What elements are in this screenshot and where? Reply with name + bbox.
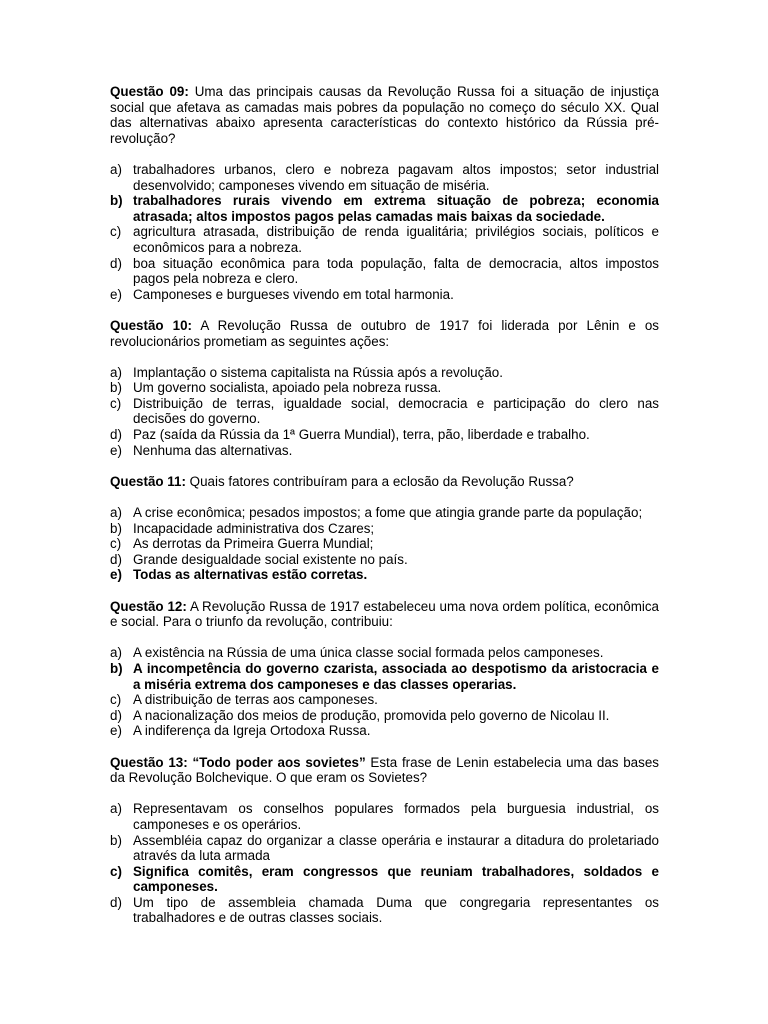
option-letter: b)	[110, 520, 122, 536]
option-letter: a)	[110, 801, 122, 817]
option-text: Representavam os conselhos populares formados pela burguesia industrial, os camponeses e os operários.	[133, 801, 659, 832]
option-letter: b)	[110, 660, 123, 676]
question-12	[110, 599, 659, 739]
question-text: A Revolução Russa de outubro de 1917 foi liderada por Lênin e os revolucionários prometiam as seguintes ações:	[110, 317, 659, 349]
exam-document	[110, 84, 659, 942]
question-11	[110, 474, 659, 583]
question-number: Questão 11:	[110, 473, 186, 489]
answer-option	[110, 536, 659, 552]
answer-option	[110, 833, 659, 864]
option-text: A crise econômica; pesados impostos; a fome que atingia grande parte da população;	[133, 505, 643, 521]
answer-option	[110, 552, 659, 568]
option-text: Paz (saída da Rússia da 1ª Guerra Mundial), terra, pão, liberdade e trabalho.	[133, 427, 590, 443]
answer-option	[110, 256, 659, 287]
option-text: Grande desigualdade social existente no país.	[133, 551, 408, 567]
option-letter: c)	[110, 395, 122, 411]
option-letter: e)	[110, 723, 122, 739]
answer-options	[110, 365, 659, 459]
question-9	[110, 84, 659, 302]
answer-option	[110, 692, 659, 708]
answer-options	[110, 801, 659, 926]
option-letter: a)	[110, 364, 122, 380]
question-number: Questão 09:	[110, 84, 189, 99]
question-quote: “Todo poder aos sovietes”	[192, 754, 366, 770]
answer-option	[110, 396, 659, 427]
answer-option	[110, 427, 659, 443]
answer-option	[110, 505, 659, 521]
option-text: boa situação econômica para toda população, falta de democracia, altos impostos pagos pela nobreza e clero.	[133, 255, 659, 287]
question-text: Esta frase de Lenin estabelecia uma das bases da Revolução Bolchevique. O que eram os Sovietes?	[110, 754, 659, 786]
option-letter: e)	[110, 442, 122, 458]
option-letter: a)	[110, 645, 122, 661]
answer-option	[110, 162, 659, 193]
option-text: trabalhadores urbanos, clero e nobreza pagavam altos impostos; setor industrial desenvolvido; camponeses vivendo em situação de miséria.	[133, 161, 659, 193]
option-letter: a)	[110, 161, 122, 177]
option-text: Todas as alternativas estão corretas.	[133, 567, 368, 583]
question-13	[110, 755, 659, 927]
question-statement	[110, 755, 659, 786]
option-text: A existência na Rússia de uma única classe social formada pelos camponeses.	[133, 645, 604, 661]
option-text: Distribuição de terras, igualdade social, democracia e participação do clero nas decisões do governo.	[133, 395, 659, 427]
question-10	[110, 318, 659, 458]
option-letter: b)	[110, 832, 122, 848]
question-statement	[110, 84, 659, 146]
option-text: Um tipo de assembleia chamada Duma que congregaria representantes os trabalhadores e de outras classes sociais.	[133, 894, 659, 926]
option-letter: d)	[110, 255, 122, 271]
question-number: Questão 10:	[110, 317, 192, 333]
option-letter: c)	[110, 692, 122, 708]
option-text: A nacionalização dos meios de produção, promovida pelo governo de Nicolau II.	[133, 707, 610, 723]
answer-options	[110, 162, 659, 302]
option-letter: d)	[110, 427, 122, 443]
option-text: Um governo socialista, apoiado pela nobreza russa.	[133, 380, 442, 396]
option-text: Nenhuma das alternativas.	[133, 442, 293, 458]
answer-option	[110, 895, 659, 926]
answer-option	[110, 521, 659, 537]
option-letter: c)	[110, 536, 122, 552]
answer-option	[110, 708, 659, 724]
option-letter: c)	[110, 863, 122, 879]
question-text: A Revolução Russa de 1917 estabeleceu uma nova ordem política, econômica e social. Para o triunfo da revolução, contribuiu:	[110, 598, 659, 630]
option-letter: e)	[110, 286, 122, 302]
answer-option	[110, 801, 659, 832]
option-text: Implantação o sistema capitalista na Rússia após a revolução.	[133, 364, 503, 380]
option-text: As derrotas da Primeira Guerra Mundial;	[133, 536, 374, 552]
option-text: Camponeses e burgueses vivendo em total harmonia.	[133, 286, 454, 302]
answer-option-correct	[110, 567, 659, 583]
answer-option	[110, 380, 659, 396]
answer-option-correct	[110, 864, 659, 895]
question-statement	[110, 599, 659, 630]
answer-option	[110, 723, 659, 739]
answer-option	[110, 365, 659, 381]
option-text: Incapacidade administrativa dos Czares;	[133, 520, 375, 536]
option-text: Significa comitês, eram congressos que reuniam trabalhadores, soldados e camponeses.	[133, 863, 659, 895]
option-letter: c)	[110, 224, 122, 240]
answer-options	[110, 505, 659, 583]
answer-option	[110, 645, 659, 661]
option-letter: a)	[110, 505, 122, 521]
option-text: Assembléia capaz do organizar a classe operária e instaurar a ditadura do proletariado através da luta armada	[133, 832, 659, 864]
question-text: Quais fatores contribuíram para a eclosão da Revolução Russa?	[189, 473, 574, 489]
question-number: Questão 12:	[110, 598, 187, 614]
option-letter: b)	[110, 380, 122, 396]
option-text: agricultura atrasada, distribuição de renda igualitária; privilégios sociais, políticos e econômicos para a nobreza.	[133, 224, 659, 255]
option-letter: d)	[110, 894, 122, 910]
option-letter: b)	[110, 193, 123, 209]
option-letter: d)	[110, 551, 122, 567]
answer-option-correct	[110, 661, 659, 692]
option-text: A incompetência do governo czarista, associada ao despotismo da aristocracia e a miséria extrema dos camponeses e das classes operarias.	[133, 660, 659, 692]
question-statement	[110, 318, 659, 349]
answer-option	[110, 287, 659, 303]
question-number: Questão 13:	[110, 754, 188, 770]
answer-option	[110, 224, 659, 255]
option-letter: d)	[110, 707, 122, 723]
answer-option-correct	[110, 193, 659, 224]
option-text: A distribuição de terras aos camponeses.	[133, 692, 378, 708]
answer-options	[110, 645, 659, 739]
question-text: Uma das principais causas da Revolução Russa foi a situação de injustiça social que afetava as camadas mais pobres da população no começo do século XX. Qual das alternativas abaixo apresenta características do contexto histórico da Rússia pré-revolução?	[110, 84, 659, 146]
answer-option	[110, 443, 659, 459]
question-statement	[110, 474, 659, 490]
option-text: trabalhadores rurais vivendo em extrema situação de pobreza; economia atrasada; altos impostos pagos pelas camadas mais baixas da sociedade.	[133, 193, 659, 224]
option-text: A indiferença da Igreja Ortodoxa Russa.	[133, 723, 371, 739]
option-letter: e)	[110, 567, 122, 583]
